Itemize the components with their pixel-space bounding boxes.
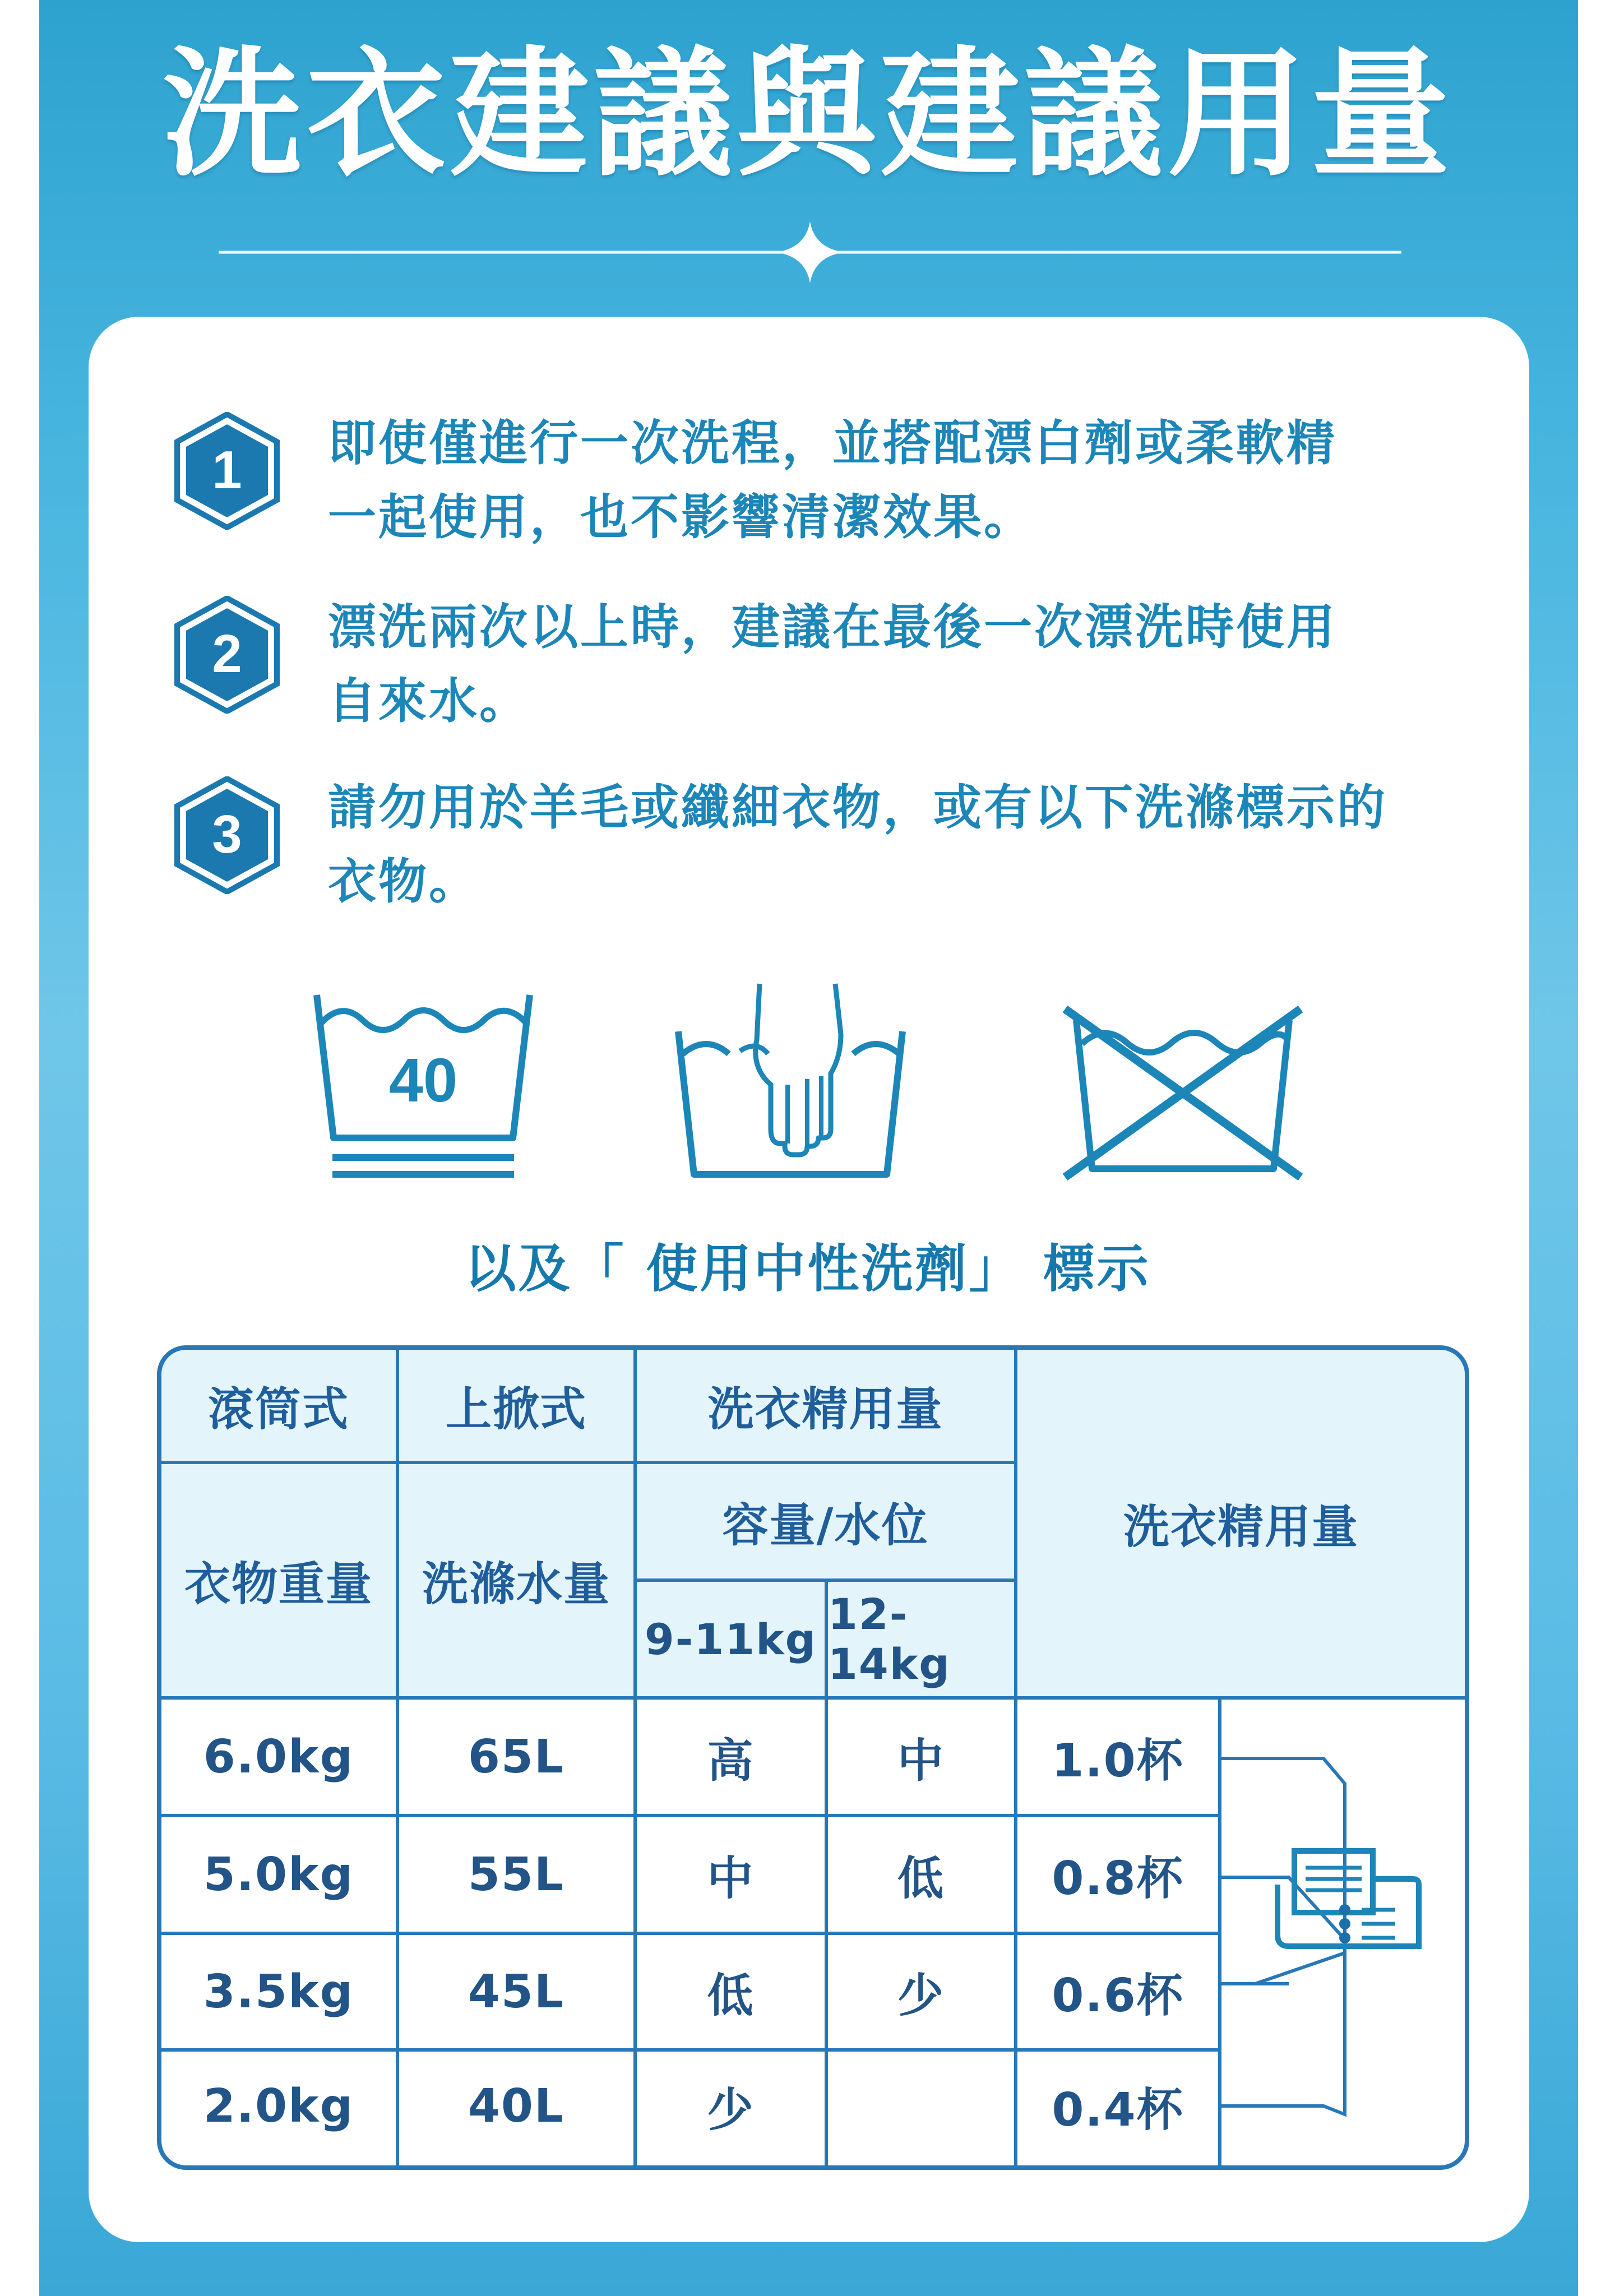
tip-item-2 — [174, 596, 1463, 764]
dosage-table — [157, 1345, 1469, 2170]
table-cell-level-large: 少 — [897, 1969, 945, 2022]
table-cell-weight: 6.0kg — [203, 1730, 354, 1784]
table-cell-weight: 2.0kg — [203, 2080, 354, 2133]
tip-text-line: 漂洗兩次以上時，建議在最後一次漂洗時使用 — [328, 599, 1337, 655]
measuring-cup-icon — [1221, 1700, 1465, 2165]
table-cell-level-large: 中 — [897, 1734, 945, 1788]
table-cell-weight: 5.0kg — [203, 1848, 354, 1901]
table-cell-level-small: 高 — [707, 1734, 755, 1788]
table-cell-amount: 0.4杯 — [1052, 2084, 1184, 2137]
neutral-detergent-note: 以及「 使用中性洗劑」 標示 — [464, 1239, 1151, 1299]
number-badge-icon — [174, 776, 280, 894]
tip-text-line: 自來水。 — [328, 673, 530, 729]
header-capacity-level: 容量/水位 — [722, 1498, 929, 1552]
table-cell-water: 65L — [468, 1730, 565, 1784]
page-title: 洗衣建議與建議用量 — [163, 34, 1455, 196]
header-top-load: 上掀式 — [445, 1382, 587, 1436]
number-badge-icon — [174, 412, 280, 530]
header-wash-water: 洗滌水量 — [422, 1557, 610, 1611]
table-cell-water: 40L — [468, 2080, 565, 2133]
svg-text:2: 2 — [212, 624, 242, 684]
hand-wash-icon — [673, 978, 908, 1186]
table-cell-amount: 1.0杯 — [1052, 1734, 1184, 1788]
table-cell-level-large: 低 — [897, 1851, 945, 1905]
table-cell-level-small: 中 — [707, 1851, 755, 1905]
do-not-wash-icon — [1059, 1003, 1306, 1183]
header-detergent-amount-right: 洗衣精用量 — [1123, 1500, 1359, 1554]
svg-text:3: 3 — [212, 804, 242, 864]
table-cell-amount: 0.8杯 — [1052, 1851, 1184, 1905]
svg-text:40: 40 — [388, 1046, 458, 1115]
tip-text-line: 衣物。 — [328, 854, 479, 910]
table-cell-level-large — [828, 2052, 1014, 2161]
table-cell-weight: 3.5kg — [203, 1965, 354, 2019]
header-clothes-weight: 衣物重量 — [184, 1557, 373, 1611]
number-badge-icon — [174, 596, 280, 714]
table-cell-level-small: 少 — [707, 2084, 755, 2137]
table-cell-level-small: 低 — [707, 1969, 755, 2022]
table-cell-water: 45L — [468, 1965, 565, 2019]
header-capacity-small: 9-11kg — [644, 1614, 817, 1664]
tip-text-line: 請勿用於羊毛或纖細衣物，或有以下洗滌標示的 — [328, 780, 1387, 836]
header-detergent-amount: 洗衣精用量 — [707, 1382, 943, 1436]
divider-sparkle-icon — [219, 221, 1401, 283]
tip-text-line: 即使僅進行一次洗程，並搭配漂白劑或柔軟精 — [328, 415, 1337, 471]
svg-text:1: 1 — [212, 440, 242, 500]
header-drum: 滾筒式 — [207, 1382, 349, 1436]
table-cell-water: 55L — [468, 1848, 565, 1901]
tip-item-1 — [174, 412, 1463, 580]
wash-40-gentle-icon — [311, 989, 535, 1186]
tip-item-3 — [174, 776, 1463, 945]
tip-text-line: 一起使用，也不影響清潔效果。 — [328, 489, 1034, 545]
header-capacity-large: 12-14kg — [828, 1589, 951, 1689]
table-cell-amount: 0.6杯 — [1052, 1969, 1184, 2022]
